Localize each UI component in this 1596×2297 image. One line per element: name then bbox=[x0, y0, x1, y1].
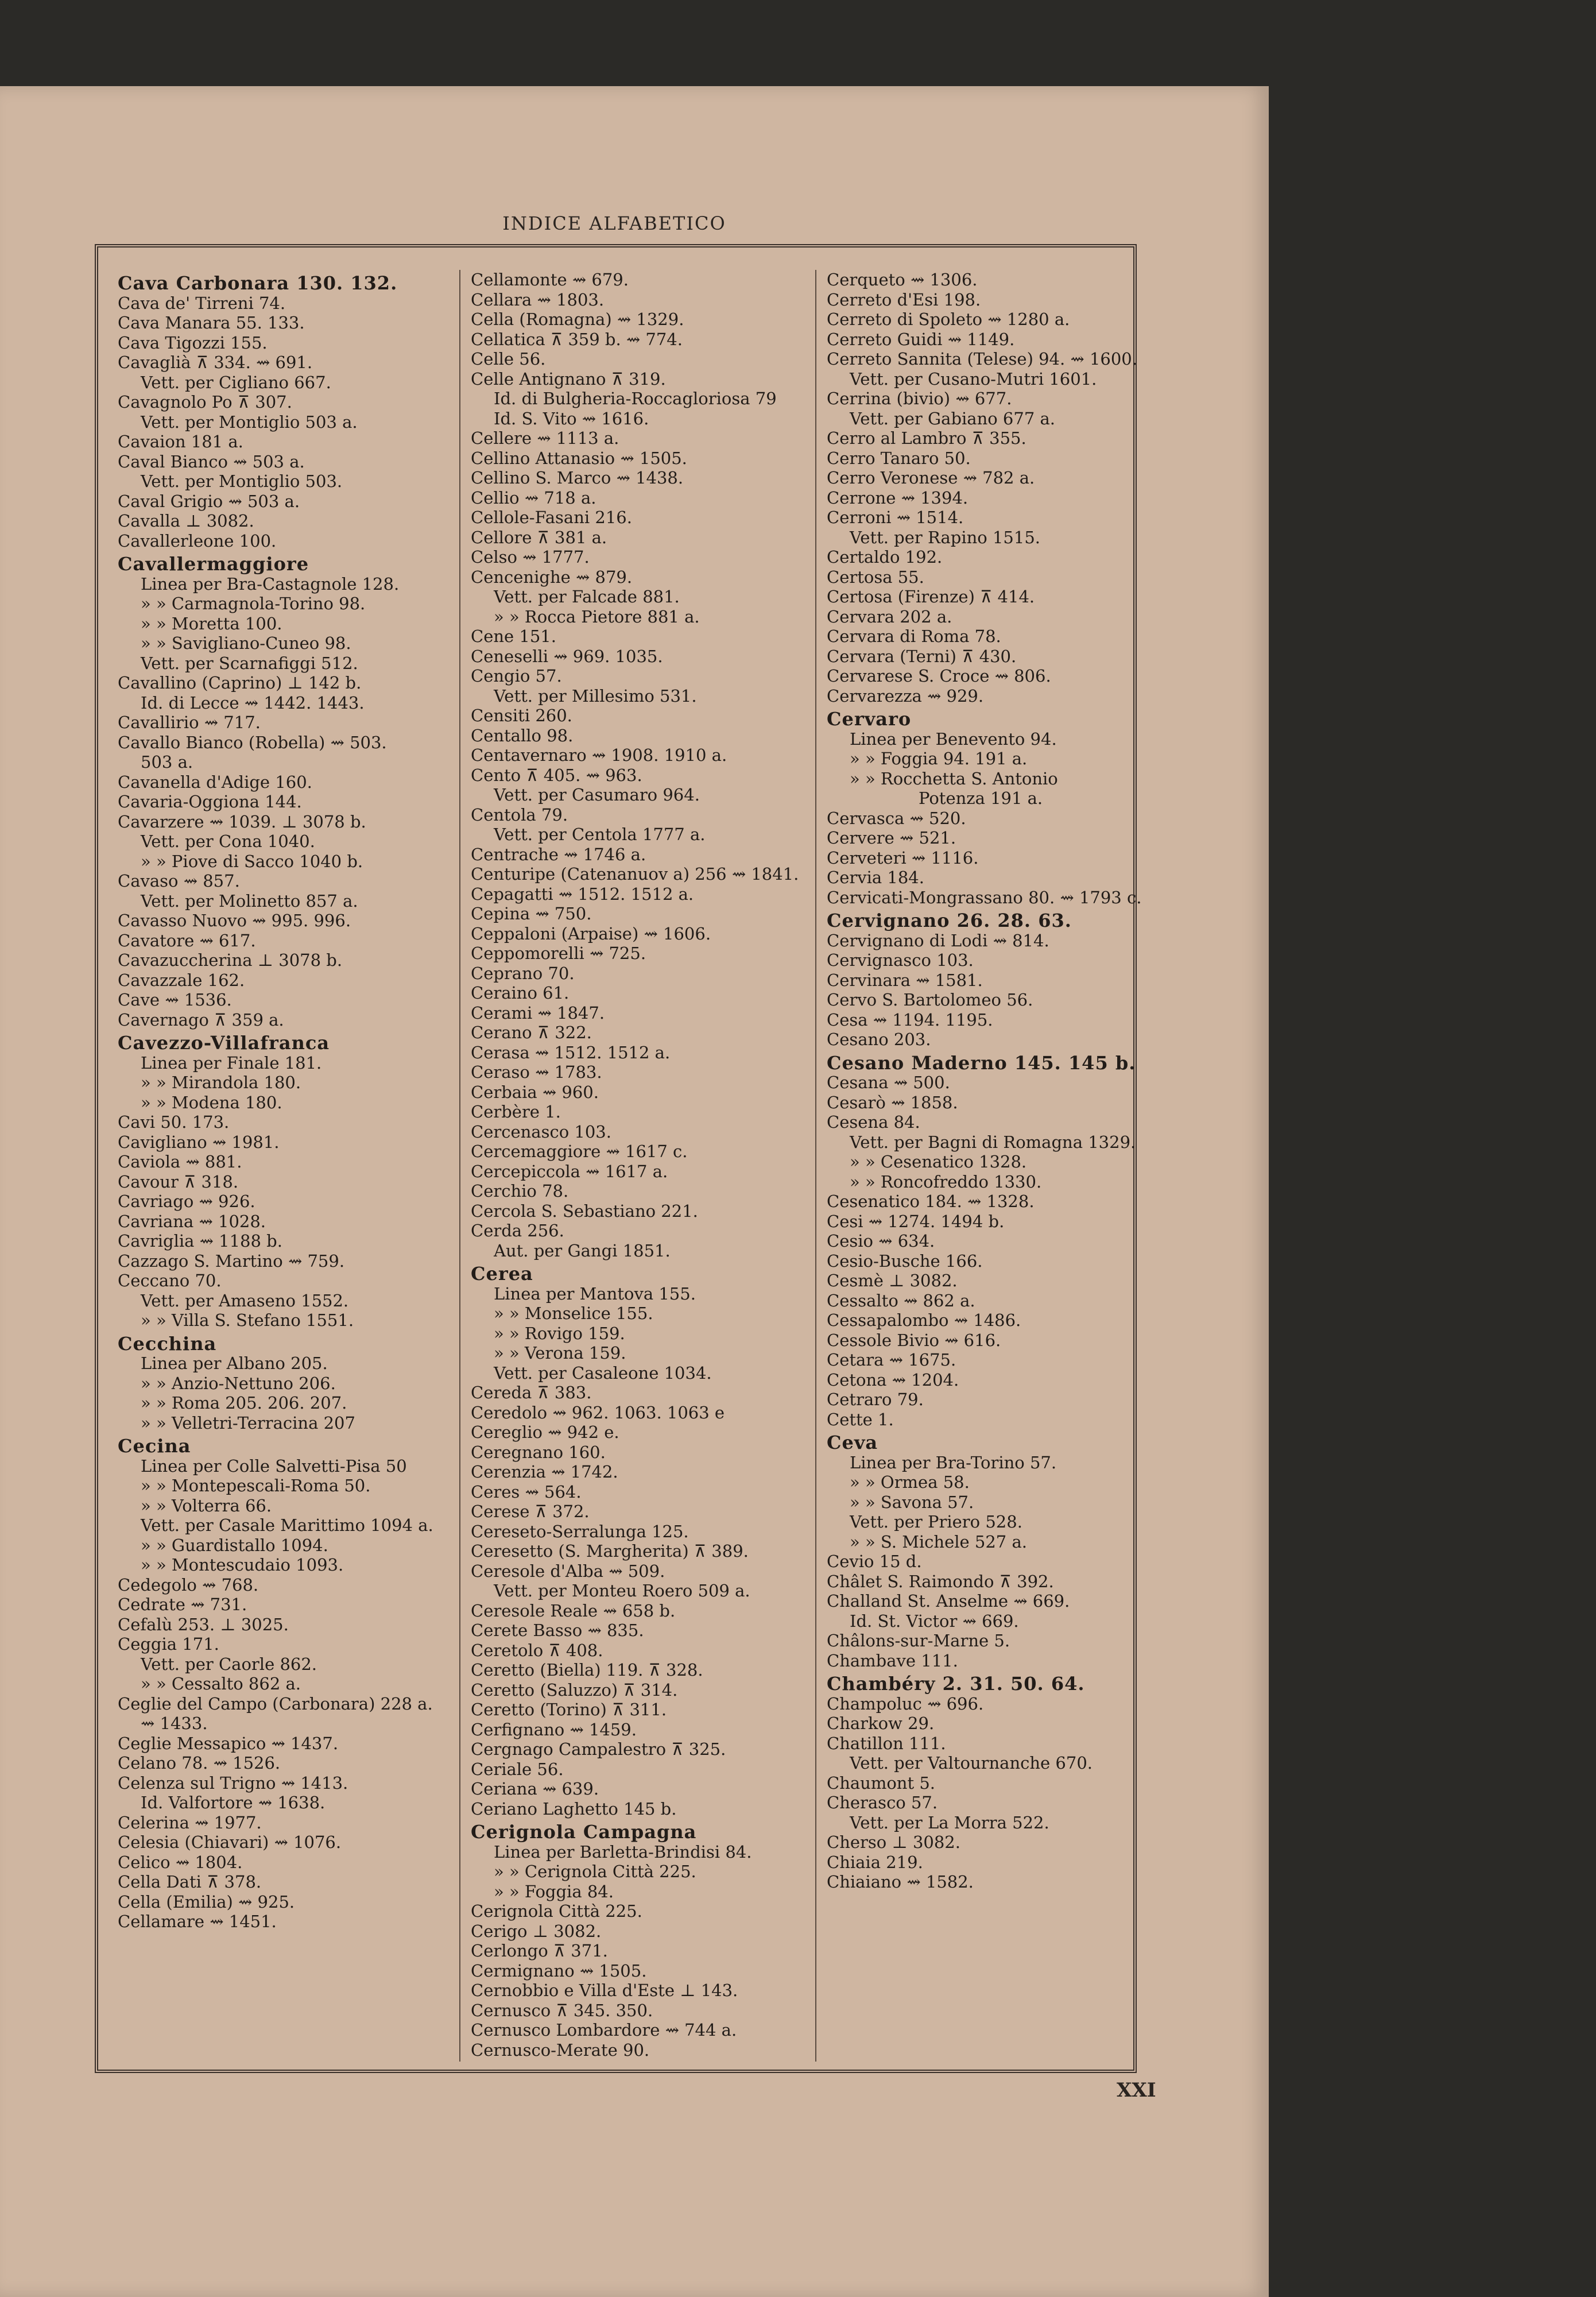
index-entry: Ceglie Messapico ⇝ 1437. bbox=[118, 1733, 339, 1753]
index-entry: Linea per Bra-Torino 57. bbox=[850, 1452, 1057, 1472]
index-entry: Vett. per Millesimo 531. bbox=[494, 686, 697, 706]
index-entry: Ceneselli ⇝ 969. 1035. bbox=[471, 646, 663, 666]
index-column-3 bbox=[827, 270, 1165, 2062]
index-entry: Cerano ⊼ 322. bbox=[471, 1023, 592, 1042]
index-entry: Cavagnolo Po ⊼ 307. bbox=[118, 392, 292, 412]
index-entry: Ceraso ⇝ 1783. bbox=[471, 1062, 602, 1082]
index-entry: Cervere ⇝ 521. bbox=[827, 828, 956, 848]
index-entry: » » Volterra 66. bbox=[141, 1495, 272, 1515]
index-entry: Certaldo 192. bbox=[827, 547, 943, 567]
index-entry: Linea per Albano 205. bbox=[141, 1354, 328, 1373]
index-entry: Ceriale 56. bbox=[471, 1759, 564, 1779]
index-entry: Cercepiccola ⇝ 1617 a. bbox=[471, 1161, 668, 1181]
index-entry: Chiaiano ⇝ 1582. bbox=[827, 1872, 974, 1892]
page-number: XXI bbox=[1117, 2079, 1156, 2102]
index-entry: Linea per Mantova 155. bbox=[494, 1283, 696, 1304]
index-entry: Cerroni ⇝ 1514. bbox=[827, 508, 964, 527]
index-entry: » » Monselice 155. bbox=[494, 1304, 653, 1323]
index-entry: Cento ⊼ 405. ⇝ 963. bbox=[471, 765, 642, 785]
index-entry: Id. St. Victor ⇝ 669. bbox=[850, 1611, 1019, 1631]
index-entry: Ceccano 70. bbox=[118, 1271, 222, 1290]
index-entry: Cereda ⊼ 383. bbox=[471, 1383, 592, 1402]
index-entry: Celenza sul Trigno ⇝ 1413. bbox=[118, 1773, 348, 1793]
index-entry: Celerina ⇝ 1977. bbox=[118, 1812, 262, 1832]
index-entry: Cavriago ⇝ 926. bbox=[118, 1192, 255, 1211]
index-entry: Cave ⇝ 1536. bbox=[118, 990, 232, 1010]
index-heading: Cervignano 26. 28. 63. bbox=[827, 910, 1072, 931]
index-entry: Cerqueto ⇝ 1306. bbox=[827, 270, 978, 289]
index-entry: Cellino Attanasio ⇝ 1505. bbox=[471, 448, 687, 468]
index-entry: » » Verona 159. bbox=[494, 1343, 626, 1363]
index-entry: Cepagatti ⇝ 1512. 1512 a. bbox=[471, 884, 694, 904]
index-entry: » » Savigliano-Cuneo 98. bbox=[141, 633, 351, 653]
index-entry: Linea per Finale 181. bbox=[141, 1053, 322, 1073]
index-entry: » » Carmagnola-Torino 98. bbox=[141, 594, 366, 613]
index-heading: Cava Carbonara 130. 132. bbox=[118, 272, 398, 294]
index-entry: » » Savona 57. bbox=[850, 1492, 974, 1512]
index-entry: Cava Manara 55. 133. bbox=[118, 313, 305, 332]
index-entry: » » Montescudaio 1093. bbox=[141, 1555, 344, 1575]
index-entry: Cervara di Roma 78. bbox=[827, 627, 1001, 646]
index-entry: Vett. per Centola 1777 a. bbox=[494, 825, 706, 844]
index-entry: Cedegolo ⇝ 768. bbox=[118, 1575, 259, 1595]
index-entry: Chambave 111. bbox=[827, 1650, 958, 1670]
index-entry: Cengio 57. bbox=[471, 666, 562, 686]
index-entry: Cefalù 253. ⊥ 3025. bbox=[118, 1614, 289, 1634]
index-entry: Cervia 184. bbox=[827, 868, 924, 887]
index-entry: Cavaion 181 a. bbox=[118, 432, 243, 451]
index-entry: Cerese ⊼ 372. bbox=[471, 1502, 590, 1521]
index-entry: Vett. per Rapino 1515. bbox=[850, 527, 1040, 547]
index-entry: » » Guardistallo 1094. bbox=[141, 1535, 328, 1555]
index-entry: Cessalto ⇝ 862 a. bbox=[827, 1290, 975, 1310]
index-entry: Ceregnano 160. bbox=[471, 1442, 606, 1462]
index-entry: Cerasa ⇝ 1512. 1512 a. bbox=[471, 1042, 671, 1062]
index-entry: Vett. per Scarnafiggi 512. bbox=[141, 653, 358, 673]
index-entry: » » Modena 180. bbox=[141, 1092, 282, 1112]
index-entry: Vett. per Casale Marittimo 1094 a. bbox=[141, 1515, 433, 1535]
index-entry: Vett. per Caorle 862. bbox=[141, 1654, 317, 1674]
index-entry: Cesio ⇝ 634. bbox=[827, 1231, 935, 1251]
index-entry: » » Cesenatico 1328. bbox=[850, 1152, 1027, 1171]
index-entry: Cerlongo ⊼ 371. bbox=[471, 1941, 608, 1960]
index-entry: Cellamare ⇝ 1451. bbox=[118, 1912, 277, 1931]
index-entry: Cella Dati ⊼ 378. bbox=[118, 1872, 262, 1892]
index-entry: Cavallo Bianco (Robella) ⇝ 503. bbox=[118, 732, 387, 752]
index-entry: Cava Tigozzi 155. bbox=[118, 332, 268, 353]
index-entry: » » Ormea 58. bbox=[850, 1472, 970, 1492]
index-entry: Chaumont 5. bbox=[827, 1773, 936, 1793]
index-entry: Cerro Tanaro 50. bbox=[827, 448, 971, 468]
index-entry: Cavazuccherina ⊥ 3078 b. bbox=[118, 950, 343, 970]
index-entry: Cavallino (Caprino) ⊥ 142 b. bbox=[118, 673, 362, 693]
index-entry: Centallo 98. bbox=[471, 725, 574, 745]
column-divider bbox=[459, 270, 460, 2062]
index-entry: » » Cerignola Città 225. bbox=[494, 1862, 696, 1881]
index-entry: Ceppomorelli ⇝ 725. bbox=[471, 943, 646, 963]
index-entry: Cetraro 79. bbox=[827, 1390, 924, 1409]
index-entry: Chiaia 219. bbox=[827, 1852, 923, 1872]
index-entry: Cervarese S. Croce ⇝ 806. bbox=[827, 666, 1051, 686]
index-entry: Celesia (Chiavari) ⇝ 1076. bbox=[118, 1832, 342, 1852]
index-entry: Centrache ⇝ 1746 a. bbox=[471, 844, 646, 864]
index-entry: Ceggia 171. bbox=[118, 1634, 219, 1654]
index-entry: Vett. per La Morra 522. bbox=[850, 1812, 1049, 1832]
index-entry: Ceretolo ⊼ 408. bbox=[471, 1640, 603, 1660]
index-entry: Vett. per Cona 1040. bbox=[141, 832, 315, 851]
index-column-1 bbox=[118, 270, 456, 2062]
index-entry: Cerreto d'Esi 198. bbox=[827, 289, 981, 310]
index-entry: Id. S. Vito ⇝ 1616. bbox=[494, 408, 649, 428]
index-entry: Linea per Barletta-Brindisi 84. bbox=[494, 1842, 752, 1862]
index-entry: Caval Grigio ⇝ 503 a. bbox=[118, 491, 300, 511]
index-entry: Cavaglià ⊼ 334. ⇝ 691. bbox=[118, 353, 313, 372]
index-entry: Vett. per Monteu Roero 509 a. bbox=[494, 1581, 750, 1600]
index-entry: » » Roma 205. 206. 207. bbox=[141, 1393, 347, 1413]
index-entry: ⇝ 1433. bbox=[141, 1714, 208, 1733]
index-entry: Cerenzia ⇝ 1742. bbox=[471, 1462, 618, 1482]
index-entry: Ceriana ⇝ 639. bbox=[471, 1779, 599, 1799]
index-entry: » » Rocca Pietore 881 a. bbox=[494, 606, 700, 627]
index-entry: Cesenatico 184. ⇝ 1328. bbox=[827, 1192, 1035, 1211]
index-entry: Celico ⇝ 1804. bbox=[118, 1852, 243, 1872]
index-entry: » » Velletri-Terracina 207 bbox=[141, 1413, 355, 1433]
index-heading: Cesano Maderno 145. 145 b. bbox=[827, 1051, 1136, 1074]
index-entry: Cerda 256. bbox=[471, 1221, 564, 1240]
index-entry: Cellara ⇝ 1803. bbox=[471, 289, 605, 310]
index-entry: Châlet S. Raimondo ⊼ 392. bbox=[827, 1571, 1054, 1591]
index-entry: Cazzago S. Martino ⇝ 759. bbox=[118, 1251, 345, 1271]
index-entry: Ceraino 61. bbox=[471, 983, 570, 1003]
index-entry: Ceres ⇝ 564. bbox=[471, 1482, 582, 1502]
index-entry: » » Anzio-Nettuno 206. bbox=[141, 1373, 336, 1393]
index-entry: Cava de' Tirreni 74. bbox=[118, 293, 286, 313]
index-entry: Cavallirio ⇝ 717. bbox=[118, 713, 261, 732]
index-entry: 503 a. bbox=[141, 752, 193, 772]
index-entry: Cesano 203. bbox=[827, 1030, 931, 1049]
index-entry: Vett. per Montiglio 503. bbox=[141, 471, 343, 491]
index-entry: Cernusco Lombardore ⇝ 744 a. bbox=[471, 2020, 737, 2040]
index-entry: Cavernago ⊼ 359 a. bbox=[118, 1010, 284, 1030]
index-entry: Ceretto (Biella) 119. ⊼ 328. bbox=[471, 1660, 703, 1680]
index-entry: Cellatica ⊼ 359 b. ⇝ 774. bbox=[471, 329, 683, 349]
index-entry: Cherso ⊥ 3082. bbox=[827, 1832, 960, 1852]
index-entry: Cervignasco 103. bbox=[827, 950, 974, 970]
index-entry: Cereseto-Serralunga 125. bbox=[471, 1521, 689, 1541]
index-entry: » » Villa S. Stefano 1551. bbox=[141, 1310, 354, 1330]
index-entry: Cerami ⇝ 1847. bbox=[471, 1003, 605, 1023]
index-heading: Ceva bbox=[827, 1432, 878, 1453]
index-entry: Cavasso Nuovo ⇝ 995. 996. bbox=[118, 911, 351, 930]
index-entry: Cella (Emilia) ⇝ 925. bbox=[118, 1892, 295, 1912]
index-entry: Cerreto di Spoleto ⇝ 1280 a. bbox=[827, 310, 1070, 329]
index-entry: Cerfignano ⇝ 1459. bbox=[471, 1719, 637, 1739]
index-entry: Ceresetto (S. Margherita) ⊼ 389. bbox=[471, 1541, 749, 1561]
index-entry: Cellere ⇝ 1113 a. bbox=[471, 428, 619, 448]
index-entry: Cerbaia ⇝ 960. bbox=[471, 1082, 599, 1102]
index-entry: » » S. Michele 527 a. bbox=[850, 1532, 1027, 1552]
index-entry: » » Foggia 84. bbox=[494, 1881, 614, 1901]
index-entry: Linea per Benevento 94. bbox=[850, 729, 1057, 749]
index-entry: Centuripe (Catenanuov a) 256 ⇝ 1841. bbox=[471, 864, 799, 884]
index-entry: Cercenasco 103. bbox=[471, 1122, 611, 1142]
index-entry: Cellore ⊼ 381 a. bbox=[471, 527, 607, 547]
index-entry: Vett. per Molinetto 857 a. bbox=[141, 891, 358, 911]
index-column-2 bbox=[471, 270, 809, 2062]
index-entry: Cavatore ⇝ 617. bbox=[118, 930, 256, 950]
index-entry: Cesa ⇝ 1194. 1195. bbox=[827, 1010, 993, 1030]
index-entry: Vett. per Cigliano 667. bbox=[141, 372, 331, 392]
index-entry: » » Foggia 94. 191 a. bbox=[850, 749, 1028, 768]
index-entry: Cella (Romagna) ⇝ 1329. bbox=[471, 310, 684, 329]
index-entry: Ceredolo ⇝ 962. 1063. 1063 e bbox=[471, 1402, 725, 1422]
index-entry: Celle 56. bbox=[471, 349, 546, 369]
index-entry: Cesena 84. bbox=[827, 1112, 920, 1132]
index-entry: Cepina ⇝ 750. bbox=[471, 904, 592, 923]
index-entry: Cervara 202 a. bbox=[827, 606, 952, 627]
index-entry: Cavarzere ⇝ 1039. ⊥ 3078 b. bbox=[118, 811, 366, 832]
index-entry: Vett. per Falcade 881. bbox=[494, 587, 680, 606]
index-entry: Cereglio ⇝ 942 e. bbox=[471, 1422, 619, 1442]
index-entry: Linea per Bra-Castagnole 128. bbox=[141, 574, 400, 594]
index-entry: Id. di Lecce ⇝ 1442. 1443. bbox=[141, 693, 365, 713]
index-entry: Cellino S. Marco ⇝ 1438. bbox=[471, 468, 684, 488]
index-entry: Cerreto Sannita (Telese) 94. ⇝ 1600. bbox=[827, 349, 1137, 369]
index-entry: Vett. per Bagni di Romagna 1329. bbox=[850, 1132, 1136, 1152]
index-entry: Censiti 260. bbox=[471, 706, 572, 725]
index-entry: Ceretto (Torino) ⊼ 311. bbox=[471, 1700, 667, 1719]
index-entry: Cavi 50. 173. bbox=[118, 1112, 230, 1132]
index-entry: Cernusco ⊼ 345. 350. bbox=[471, 2000, 653, 2020]
index-entry: Cencenighe ⇝ 879. bbox=[471, 567, 633, 587]
index-heading: Cecchina bbox=[118, 1332, 217, 1355]
index-heading: Cavezzo-Villafranca bbox=[118, 1032, 330, 1054]
index-entry: Cermignano ⇝ 1505. bbox=[471, 1960, 647, 1981]
index-entry: Cerigo ⊥ 3082. bbox=[471, 1921, 602, 1941]
index-entry: » » Piove di Sacco 1040 b. bbox=[141, 851, 363, 871]
column-divider bbox=[815, 270, 816, 2062]
index-entry: Cervignano di Lodi ⇝ 814. bbox=[827, 930, 1049, 950]
index-entry: Id. Valfortore ⇝ 1638. bbox=[141, 1793, 326, 1812]
index-heading: Cecina bbox=[118, 1435, 191, 1457]
index-entry: Celso ⇝ 1777. bbox=[471, 547, 590, 567]
index-entry: Centavernaro ⇝ 1908. 1910 a. bbox=[471, 745, 727, 765]
index-entry: Vett. per Priero 528. bbox=[850, 1512, 1022, 1532]
index-entry: Châlons-sur-Marne 5. bbox=[827, 1631, 1010, 1650]
index-entry: Chatillon 111. bbox=[827, 1733, 946, 1753]
index-entry: Ceresole d'Alba ⇝ 509. bbox=[471, 1561, 665, 1581]
index-entry: Vett. per Montiglio 503 a. bbox=[141, 412, 358, 432]
index-entry: Cervara (Terni) ⊼ 430. bbox=[827, 646, 1017, 666]
index-entry: Cervinara ⇝ 1581. bbox=[827, 970, 983, 990]
index-entry: Cerrone ⇝ 1394. bbox=[827, 488, 969, 508]
index-entry: Cerro Veronese ⇝ 782 a. bbox=[827, 468, 1035, 488]
index-entry: Charkow 29. bbox=[827, 1714, 935, 1733]
index-entry: Cerrina (bivio) ⇝ 677. bbox=[827, 389, 1012, 408]
index-entry: Cellamonte ⇝ 679. bbox=[471, 270, 629, 289]
index-entry: Vett. per Valtournanche 670. bbox=[850, 1753, 1093, 1773]
index-entry: Cedrate ⇝ 731. bbox=[118, 1595, 247, 1614]
index-entry: Ceprano 70. bbox=[471, 963, 575, 983]
index-entry: » » Rovigo 159. bbox=[494, 1323, 625, 1343]
index-entry: Cesmè ⊥ 3082. bbox=[827, 1271, 958, 1290]
index-entry: Vett. per Gabiano 677 a. bbox=[850, 408, 1056, 428]
index-entry: Vett. per Casumaro 964. bbox=[494, 785, 700, 805]
index-entry: Cerbère 1. bbox=[471, 1102, 561, 1122]
index-entry: Cerete Basso ⇝ 835. bbox=[471, 1621, 644, 1640]
index-entry: Vett. per Casaleone 1034. bbox=[494, 1363, 712, 1383]
index-entry: Champoluc ⇝ 696. bbox=[827, 1693, 984, 1714]
index-entry: Cernusco-Merate 90. bbox=[471, 2040, 650, 2060]
index-heading: Cerignola Campagna bbox=[471, 1821, 697, 1843]
index-entry: Cesi ⇝ 1274. 1494 b. bbox=[827, 1211, 1005, 1231]
index-entry: Caval Bianco ⇝ 503 a. bbox=[118, 451, 305, 471]
index-entry: Ceglie del Campo (Carbonara) 228 a. bbox=[118, 1693, 433, 1714]
index-entry: Cavanella d'Adige 160. bbox=[118, 772, 312, 792]
index-entry: Cessole Bivio ⇝ 616. bbox=[827, 1330, 1001, 1350]
index-entry: Ceppaloni (Arpaise) ⇝ 1606. bbox=[471, 923, 711, 943]
index-entry: Centola 79. bbox=[471, 805, 568, 825]
index-entry: » » Roncofreddo 1330. bbox=[850, 1171, 1042, 1192]
index-entry: Cercola S. Sebastiano 221. bbox=[471, 1201, 698, 1221]
index-entry: Cellole-Fasani 216. bbox=[471, 508, 632, 527]
index-heading: Chambéry 2. 31. 50. 64. bbox=[827, 1673, 1085, 1695]
index-entry: Cerreto Guidi ⇝ 1149. bbox=[827, 329, 1015, 349]
index-entry: Cavalla ⊥ 3082. bbox=[118, 511, 254, 531]
index-entry: » » Cessalto 862 a. bbox=[141, 1674, 301, 1693]
index-entry: Cessapalombo ⇝ 1486. bbox=[827, 1310, 1021, 1330]
index-entry: Ceriano Laghetto 145 b. bbox=[471, 1799, 677, 1819]
index-entry: Caviola ⇝ 881. bbox=[118, 1152, 242, 1171]
index-entry: Cavazzale 162. bbox=[118, 970, 245, 990]
index-entry: Cernobbio e Villa d'Este ⊥ 143. bbox=[471, 1981, 738, 2000]
index-entry: Cavigliano ⇝ 1981. bbox=[118, 1132, 280, 1152]
index-entry: » » Mirandola 180. bbox=[141, 1073, 301, 1092]
index-entry: Cervarezza ⇝ 929. bbox=[827, 686, 984, 706]
index-entry: Cervicati-Mongrassano 80. ⇝ 1793 c. bbox=[827, 887, 1142, 907]
index-entry: Ceresole Reale ⇝ 658 b. bbox=[471, 1600, 676, 1621]
index-entry: Vett. per Amaseno 1552. bbox=[141, 1290, 349, 1310]
index-entry: Ceretto (Saluzzo) ⊼ 314. bbox=[471, 1680, 678, 1700]
index-entry: Cellio ⇝ 718 a. bbox=[471, 488, 596, 508]
index-entry: Cavriana ⇝ 1028. bbox=[118, 1211, 266, 1231]
index-entry: Cervo S. Bartolomeo 56. bbox=[827, 990, 1033, 1010]
index-entry: Cesana ⇝ 500. bbox=[827, 1073, 950, 1092]
index-entry: » » Montepescali-Roma 50. bbox=[141, 1476, 371, 1495]
index-entry: Cavaso ⇝ 857. bbox=[118, 871, 240, 891]
index-entry: Cene 151. bbox=[471, 627, 556, 646]
index-entry: Cercemaggiore ⇝ 1617 c. bbox=[471, 1142, 688, 1161]
index-entry: Cesio-Busche 166. bbox=[827, 1251, 983, 1271]
index-entry: Cerveteri ⇝ 1116. bbox=[827, 848, 979, 868]
index-entry: Cherasco 57. bbox=[827, 1793, 938, 1812]
index-entry: Cergnago Campalestro ⊼ 325. bbox=[471, 1739, 726, 1759]
index-entry: Cerignola Città 225. bbox=[471, 1901, 642, 1921]
index-entry: Cesarò ⇝ 1858. bbox=[827, 1092, 958, 1112]
index-entry: Cavallerleone 100. bbox=[118, 531, 277, 551]
index-heading: Cavallermaggiore bbox=[118, 553, 309, 575]
index-entry: Cetara ⇝ 1675. bbox=[827, 1350, 956, 1370]
index-entry: Cerchio 78. bbox=[471, 1181, 569, 1201]
index-entry: » » Moretta 100. bbox=[141, 613, 282, 633]
index-entry: Vett. per Cusano-Mutri 1601. bbox=[850, 369, 1097, 389]
index-entry: Cavaria-Oggiona 144. bbox=[118, 792, 302, 811]
index-entry: Potenza 191 a. bbox=[919, 788, 1043, 808]
index-entry: Cerro al Lambro ⊼ 355. bbox=[827, 428, 1026, 448]
index-entry: Certosa (Firenze) ⊼ 414. bbox=[827, 587, 1035, 606]
index-entry: Cevio 15 d. bbox=[827, 1552, 922, 1571]
index-entry: Cetona ⇝ 1204. bbox=[827, 1370, 959, 1390]
index-entry: Cervasca ⇝ 520. bbox=[827, 808, 966, 828]
index-entry: Aut. per Gangi 1851. bbox=[494, 1240, 671, 1260]
index-entry: » » Rocchetta S. Antonio bbox=[850, 768, 1058, 788]
index-entry: Cette 1. bbox=[827, 1409, 894, 1429]
index-heading: Cerea bbox=[471, 1263, 533, 1285]
index-entry: Id. di Bulgheria-Roccagloriosa 79 bbox=[494, 389, 777, 408]
index-heading: Cervaro bbox=[827, 708, 912, 730]
index-entry: Certosa 55. bbox=[827, 567, 924, 587]
index-entry: Cavriglia ⇝ 1188 b. bbox=[118, 1231, 282, 1251]
index-entry: Cavour ⊼ 318. bbox=[118, 1171, 239, 1192]
index-entry: Challand St. Anselme ⇝ 669. bbox=[827, 1591, 1070, 1611]
index-entry: Celano 78. ⇝ 1526. bbox=[118, 1753, 281, 1773]
index-entry: Linea per Colle Salvetti-Pisa 50 bbox=[141, 1456, 407, 1476]
index-entry: Celle Antignano ⊼ 319. bbox=[471, 369, 666, 389]
page-header: INDICE ALFABETICO bbox=[502, 212, 726, 234]
